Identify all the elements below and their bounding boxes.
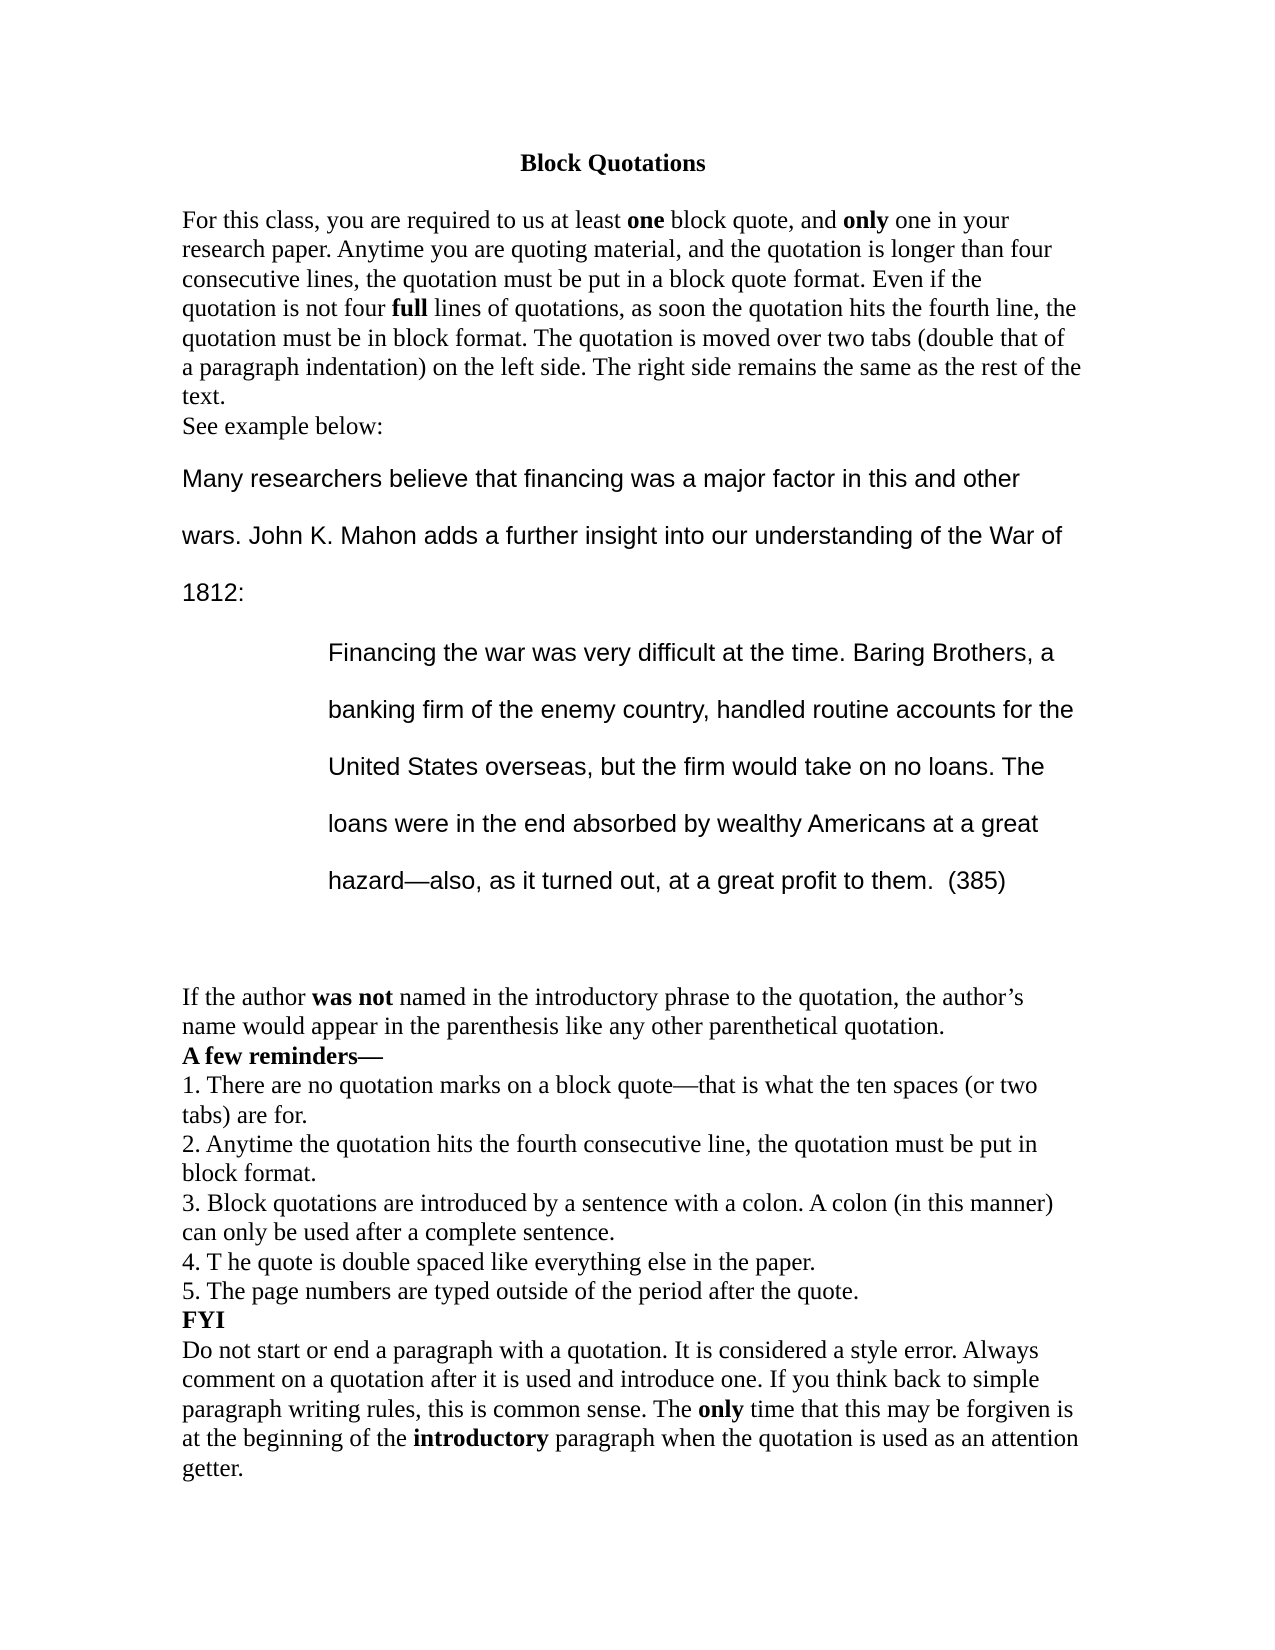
text-line: consecutive lines, the quotation must be put in a block quote format. Even if the	[182, 265, 982, 293]
intro-paragraph	[182, 206, 1081, 441]
text-line: hazard—also, as it turned out, at a great profit to them. (385)	[328, 867, 1007, 895]
text-line: Do not start or end a paragraph with a quotation. It is considered a style error. Always	[182, 1336, 1039, 1364]
text-line: United States overseas, but the firm would take on no loans. The	[328, 753, 1045, 781]
text-line: at the beginning of the introductory paragraph when the quotation is used as an attention	[182, 1425, 1079, 1453]
text-line: 5. The page numbers are typed outside of the period after the quote.	[182, 1278, 860, 1306]
text-line: 4. T he quote is double spaced like everything else in the paper.	[182, 1248, 816, 1276]
text-line: banking firm of the enemy country, handled routine accounts for the	[328, 696, 1074, 724]
text-line: can only be used after a complete sentence.	[182, 1219, 616, 1247]
text-line: 3. Block quotations are introduced by a sentence with a colon. A colon (in this manner)	[182, 1189, 1054, 1217]
text-line: quotation must be in block format. The quotation is moved over two tabs (double that of	[182, 324, 1065, 352]
text-line: A few reminders—	[182, 1042, 383, 1070]
notes-paragraph	[182, 983, 1079, 1483]
text-line: wars. John K. Mahon adds a further insight into our understanding of the War of	[182, 522, 1063, 550]
text-line: comment on a quotation after it is used and introduce one. If you think back to simple	[182, 1366, 1040, 1394]
text-line: getter.	[182, 1454, 244, 1482]
text-line: loans were in the end absorbed by wealthy Americans at a great	[328, 810, 1039, 838]
text-line: a paragraph indentation) on the left side. The right side remains the same as the rest of the	[182, 354, 1082, 382]
text-line: Financing the war was very difficult at the time. Baring Brothers, a	[328, 639, 1055, 667]
text-line: 1812:	[182, 579, 245, 607]
text-line: tabs) are for.	[182, 1101, 308, 1129]
text-line: 2. Anytime the quotation hits the fourth consecutive line, the quotation must be put in	[182, 1131, 1038, 1159]
text-line: FYI	[182, 1307, 226, 1335]
text-line: Many researchers believe that financing was a major factor in this and other	[182, 465, 1020, 493]
text-line: text.	[182, 383, 226, 411]
text-line: For this class, you are required to us at least one block quote, and only one in your	[182, 207, 1009, 234]
text-line: If the author was not named in the introductory phrase to the quotation, the author’s	[182, 984, 1024, 1011]
text-line: 1. There are no quotation marks on a block quote—that is what the ten spaces (or two	[182, 1072, 1038, 1100]
text-line: name would appear in the parenthesis like any other parenthetical quotation.	[182, 1013, 945, 1041]
block-quote	[328, 625, 1074, 910]
example-intro-paragraph	[182, 451, 1062, 622]
text-line: paragraph writing rules, this is common sense. The only time that this may be forgiven is	[182, 1395, 1074, 1423]
text-line: block format.	[182, 1160, 317, 1188]
text-line: research paper. Anytime you are quoting material, and the quotation is longer than four	[182, 236, 1052, 264]
document-title: Block Quotations	[520, 150, 706, 177]
text-line: quotation is not four full lines of quotations, as soon the quotation hits the fourth line, the	[182, 295, 1077, 323]
text-line: See example below:	[182, 412, 384, 440]
